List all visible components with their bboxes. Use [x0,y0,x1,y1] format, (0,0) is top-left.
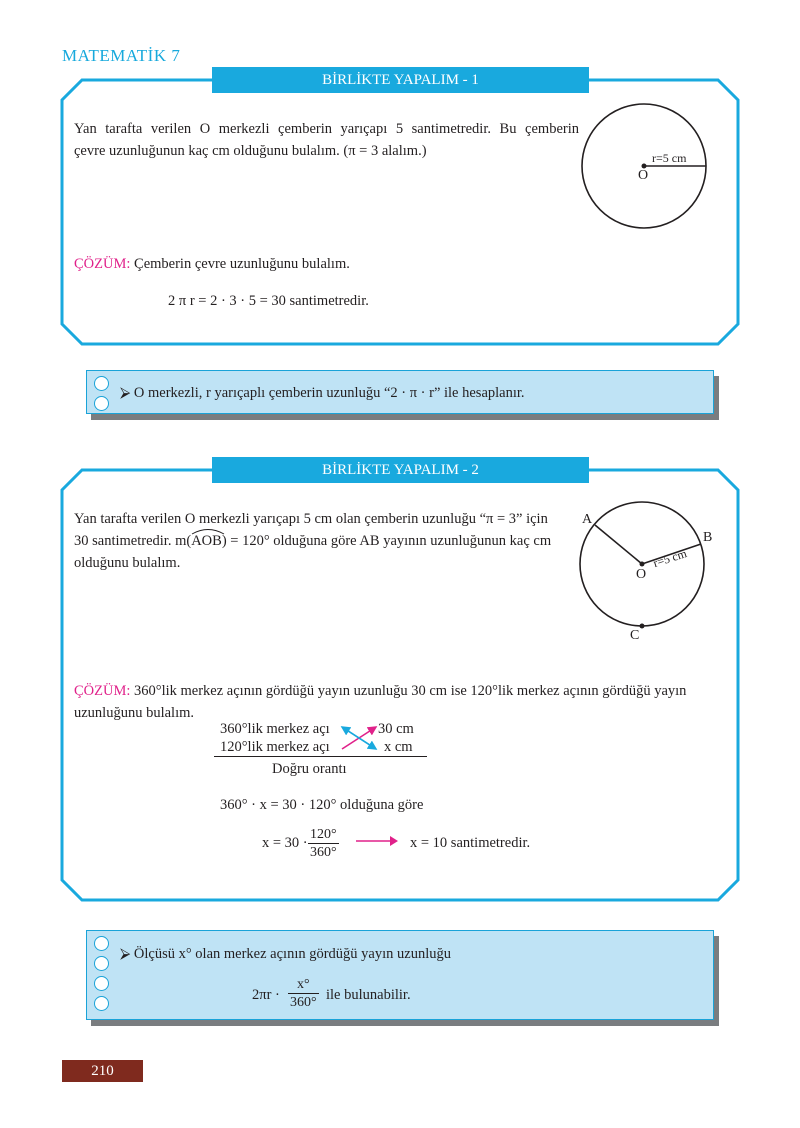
note2-ring-2 [94,956,109,971]
circle2-radius-label: r=5 cm [651,546,689,571]
section2-prompt-line2 [74,530,574,552]
note2-fraction [288,976,319,1011]
section1-solution-label: ÇÖZÜM: [74,256,131,272]
arc-hat-icon [191,527,225,535]
proportion-row2-left: 120°lik merkez açı [220,739,330,755]
cross-arrows-icon [338,721,382,755]
circle2-center-point [640,562,645,567]
proportion-row2-right: x cm [384,739,413,755]
circle2-label-o: O [636,567,647,582]
note1-text: ⮚ O merkezli, r yarıçaplı çemberin uzunluğu “2 · π · r” ile hesaplanır. [120,385,525,401]
note2-numerator: x° [288,976,319,994]
note2-formula-suffix: ile bulunabilir. [326,987,411,1003]
equation2-result: x = 10 santimetredir. [410,835,531,851]
section2-banner: BİRLİKTE YAPALIM - 2 [212,457,589,483]
note1-ring-1 [94,376,109,391]
note2-ring-4 [94,996,109,1011]
section1-prompt [74,118,579,162]
proportion-row1-right: 30 cm [378,721,414,737]
section1-solution-text: Çemberin çevre uzunluğunu bulalım. [130,256,350,272]
note2-ring-1 [94,936,109,951]
section2-prompt-line3: olduğunu bulalım. [74,555,181,571]
section2-line2-a: 30 santimetredir. m( [74,533,192,549]
section1-formula: 2 π r = 2 · 3 · 5 = 30 santimetredir. [168,293,369,309]
proportion-row1-left: 360°lik merkez açı [220,721,330,737]
circle1-radius-label: r=5 cm [652,151,687,165]
section1-banner: BİRLİKTE YAPALIM - 1 [212,67,589,93]
circle2-point-c [640,624,645,629]
section2-solution-text1: 360°lik merkez açının gördüğü yayın uzunluğu 30 cm ise 120°lik merkez açının gördüğü yayın [130,683,687,699]
page-number: 210 [62,1060,143,1082]
section1-solution [74,253,350,275]
section2-line2-b: ) = 120° olduğuna göre AB yayının uzunluğunun kaç cm [221,533,552,549]
section2-prompt-line1: Yan tarafta verilen O merkezli yarıçapı 5 cm olan çemberin uzunluğu “π = 3” için [74,511,548,527]
arc-aob-notation [191,530,222,552]
circle2-figure [578,500,718,640]
note2-denominator: 360° [290,995,317,1010]
result-arrow-icon [354,834,400,848]
eq2-denominator: 360° [310,845,337,860]
circle1-center-label: O [638,168,649,183]
note1-ring-2 [94,396,109,411]
note2-ring-3 [94,976,109,991]
arc-aob-text: AOB [191,533,222,549]
section2-solution-label: ÇÖZÜM: [74,683,131,699]
section2-prompt [74,508,574,574]
eq2-numerator: 120° [310,827,337,842]
section1-prompt-line1: Yan tarafta verilen O merkezli çemberin yarıçapı 5 santimetredir. Bu çemberin [74,121,579,137]
circle2-label-b: B [703,530,713,545]
circle2-radius-oa [595,525,642,564]
equation2-prefix: x = 30 · [262,835,308,851]
equation2-fraction [308,826,339,861]
section1-prompt-line2: çevre uzunluğunun kaç cm olduğunu bulalım. (π = 3 alalım.) [74,143,427,159]
equation1: 360° · x = 30 · 120° olduğuna göre [220,797,424,813]
circle2-label-a: A [582,512,593,527]
proportion-divider [214,756,427,757]
circle2-label-c: C [630,628,640,643]
note2-line1: ⮚ Ölçüsü x° olan merkez açının gördüğü yayın uzunluğu [120,946,451,962]
section2-solution-text2: uzunluğunu bulalım. [74,705,195,721]
note2-formula-prefix: 2πr · [252,987,280,1003]
proportion-caption: Doğru orantı [272,761,347,777]
subject-header: MATEMATİK 7 [62,46,181,65]
